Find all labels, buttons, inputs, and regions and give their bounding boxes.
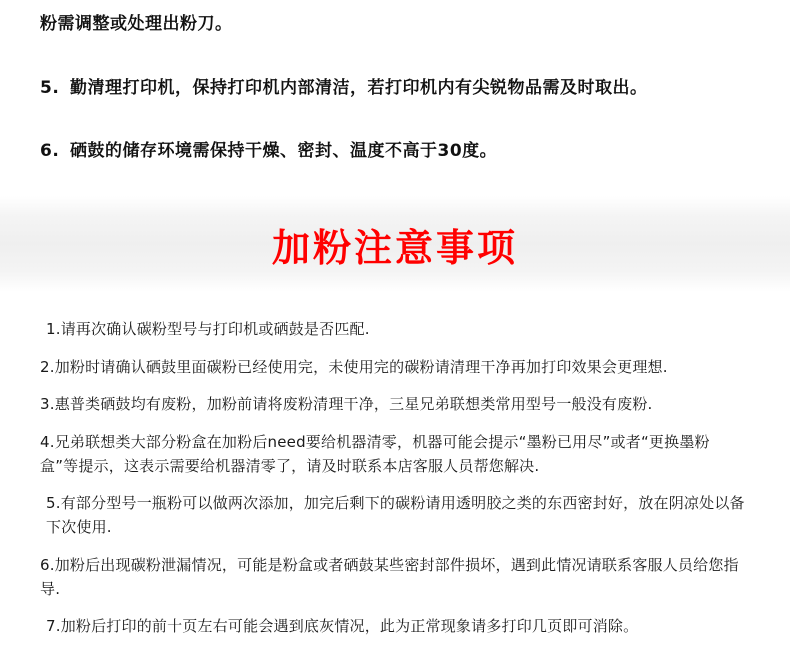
banner-title: 加粉注意事项 (271, 225, 518, 270)
note-item: 2.加粉时请确认硒鼓里面碳粉已经使用完，未使用完的碳粉请清理干净再加打印效果会更理想. (40, 357, 668, 376)
list-item-text: 勤清理打印机，保持打印机内部清洁，若打印机内有尖锐物品需及时取出。 (70, 77, 648, 98)
note-item: 1.请再次确认碳粉型号与打印机或硒鼓是否匹配. (46, 320, 370, 338)
list-item-number: 5. (40, 77, 60, 98)
list-item-number: 6. (40, 141, 60, 161)
note-item: 7.加粉后打印的前十页左右可能会遇到底灰情况，此为正常现象请多打印几页即可消除。 (46, 617, 639, 636)
list-item (40, 139, 750, 165)
note-item: 4.兄弟联想类大部分粉盒在加粉后need要给机器清零，机器可能会提示“墨粉已用尽”或者“更换墨粉盒”等提示，这表示需要给机器清零了，请及时联系本店客服人员帮您解决. (40, 433, 710, 475)
intro-line: 粉需调整或处理出粉刀。 (40, 14, 233, 34)
list-item-text: 硒鼓的储存环境需保持干燥、密封、温度不高于30度。 (70, 141, 498, 161)
note-item: 5.有部分型号一瓶粉可以做两次添加，加完后剩下的碳粉请用透明胶之类的东西密封好，放在阴凉处以备下次使用. (46, 494, 745, 537)
note-item: 3.惠普类硒鼓均有废粉，加粉前请将废粉清理干净，三星兄弟联想类常用型号一般没有废粉. (40, 395, 653, 414)
note-item: 6.加粉后出现碳粉泄漏情况，可能是粉盒或者硒鼓某些密封部件损坏，遇到此情况请联系客服人员给您指导. (40, 555, 739, 598)
top-section (0, 0, 790, 165)
section-banner (0, 196, 790, 292)
list-item (40, 76, 750, 102)
notes-list (0, 318, 790, 653)
